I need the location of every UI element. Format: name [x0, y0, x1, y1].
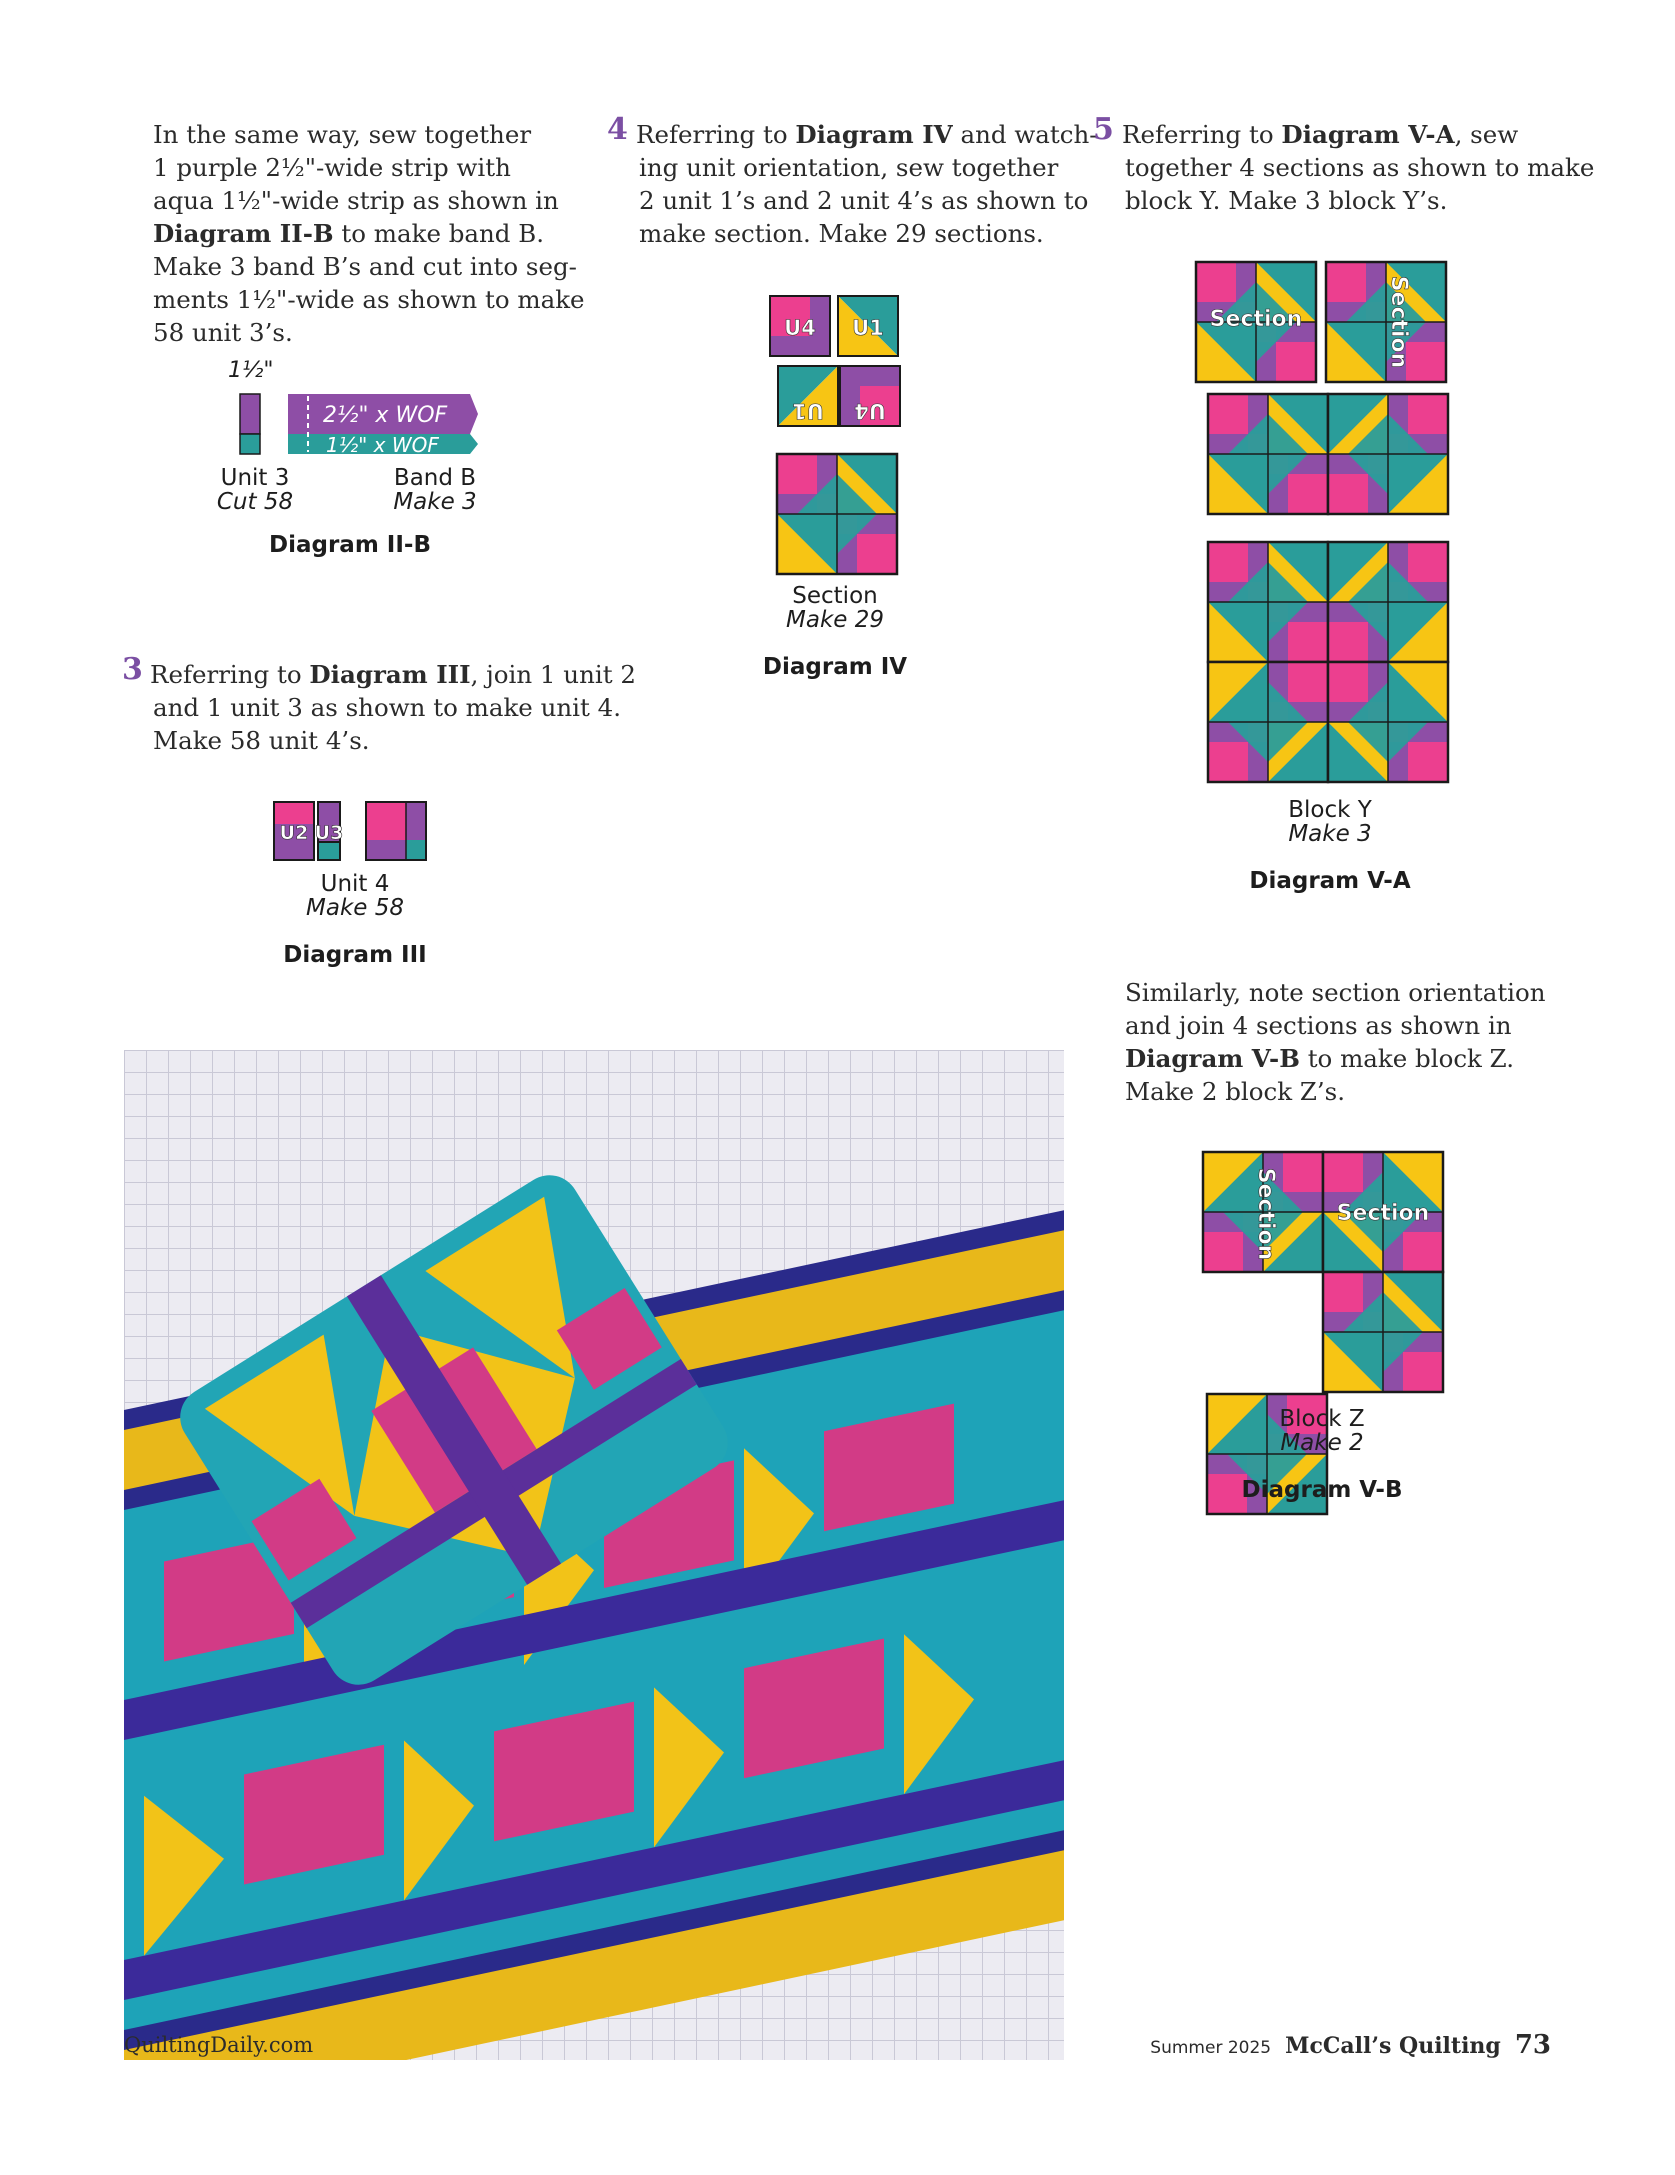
- u4-label: U4: [784, 316, 816, 340]
- caption-name: Unit 4: [320, 871, 390, 897]
- step4-line: [636, 118, 1098, 151]
- caption-name: Unit 3: [220, 465, 290, 491]
- similarly-line: [1125, 1042, 1546, 1075]
- measure-label: 1½": [228, 358, 274, 383]
- caption-make: Make 3: [1288, 821, 1372, 847]
- step4-text: and watch-: [952, 120, 1098, 149]
- diagram-5b-block: [1201, 1150, 1445, 1394]
- u3-label: U3: [314, 822, 344, 844]
- step5-text: Referring to: [1122, 120, 1282, 149]
- u4-label-rotated: U4: [854, 399, 886, 423]
- intro-line: 58 unit 3’s.: [153, 318, 293, 347]
- intro-paragraph: [153, 118, 585, 349]
- step3-paragraph: [150, 658, 636, 757]
- step4-text: Referring to: [636, 120, 796, 149]
- blockz-caption: [1247, 1407, 1397, 1455]
- caption-make: Make 2: [1280, 1430, 1364, 1456]
- section-label: Section: [1209, 307, 1303, 332]
- similarly-line: Make 2 block Z’s.: [1125, 1077, 1345, 1106]
- footer-magazine: McCall’s Quilting: [1285, 2033, 1501, 2059]
- step5-paragraph: [1122, 118, 1594, 217]
- diagram-4-pieces: [768, 294, 902, 430]
- section-label: Section: [1336, 1201, 1430, 1226]
- diagram-ref: Diagram IV: [795, 120, 953, 149]
- step5-line: together 4 sections as shown to make: [1125, 153, 1595, 182]
- step5-line: [1122, 118, 1594, 151]
- diagram-title: Diagram II-B: [269, 532, 431, 558]
- diagram-ref: Diagram V-A: [1281, 120, 1455, 149]
- diagram-5a-half: [1206, 392, 1450, 518]
- intro-line: ments 1½"-wide as shown to make: [153, 285, 585, 314]
- blocky-caption: [1255, 798, 1405, 846]
- diagram-2b-art: [238, 392, 488, 458]
- u2-label: U2: [279, 822, 309, 844]
- diagram-5a-pieces: [1194, 260, 1450, 386]
- diagram-ref: Diagram III: [309, 660, 471, 689]
- caption-name: Block Y: [1288, 797, 1372, 823]
- caption-name: Block Z: [1279, 1406, 1365, 1432]
- footer-right: [1150, 2030, 1551, 2060]
- strip-bottom-label: 1½" x WOF: [326, 433, 439, 457]
- unit3-caption: [200, 466, 310, 514]
- similarly-paragraph: [1125, 976, 1546, 1108]
- section-label-rotated: Section: [1386, 275, 1411, 369]
- diagram-ref: Diagram II-B: [153, 219, 334, 248]
- similarly-line: Similarly, note section orientation: [1125, 978, 1546, 1007]
- step-number: 4: [607, 112, 628, 147]
- step4-line: make section. Make 29 sections.: [639, 219, 1044, 248]
- diagram-5a-block: [1206, 540, 1450, 784]
- u1-label-rotated: U1: [792, 399, 824, 423]
- caption-name: Section: [792, 583, 878, 609]
- step5-text: , sew: [1454, 120, 1519, 149]
- section-label-rotated: Section: [1253, 1167, 1278, 1261]
- strip-top-label: 2½" x WOF: [323, 403, 448, 428]
- intro-line: Make 3 band B’s and cut into seg-: [153, 252, 577, 281]
- quilt-photo: [124, 1050, 1064, 2060]
- step4-paragraph: [636, 118, 1098, 250]
- caption-make: Make 58: [306, 895, 404, 921]
- page-number: 73: [1514, 2030, 1551, 2060]
- caption-make: Make 3: [393, 489, 477, 515]
- step-number: 5: [1093, 112, 1114, 147]
- intro-line: aqua 1½"-wide strip as shown in: [153, 186, 559, 215]
- bandb-caption: [370, 466, 500, 514]
- diagram-title: Diagram III: [283, 942, 427, 968]
- u1-label: U1: [852, 316, 884, 340]
- step4-line: 2 unit 1’s and 2 unit 4’s as shown to: [639, 186, 1089, 215]
- similarly-line: and join 4 sections as shown in: [1125, 1011, 1512, 1040]
- diagram-ref: Diagram V-B: [1125, 1044, 1300, 1073]
- step-number: 3: [122, 652, 143, 687]
- caption-name: Band B: [393, 465, 477, 491]
- step3-line: Make 58 unit 4’s.: [153, 726, 370, 755]
- step3-line: and 1 unit 3 as shown to make unit 4.: [153, 693, 622, 722]
- caption-make: Cut 58: [216, 489, 294, 515]
- intro-line: [153, 217, 585, 250]
- unit4-caption: [290, 872, 420, 920]
- section-caption: [770, 584, 900, 632]
- caption-make: Make 29: [786, 607, 884, 633]
- footer-website: QuiltingDaily.com: [124, 2033, 314, 2057]
- footer-issue: Summer 2025: [1150, 2038, 1272, 2058]
- step3-text: Referring to: [150, 660, 310, 689]
- intro-line: In the same way, sew together: [153, 120, 532, 149]
- diagram-3-art: [272, 800, 432, 862]
- step3-text: , join 1 unit 2: [470, 660, 636, 689]
- intro-text: to make band B.: [333, 219, 545, 248]
- step5-line: block Y. Make 3 block Y’s.: [1125, 186, 1448, 215]
- similarly-text: to make block Z.: [1299, 1044, 1515, 1073]
- diagram-title: Diagram IV: [762, 654, 908, 680]
- diagram-title: Diagram V-B: [1241, 1477, 1403, 1503]
- diagram-4-section: [775, 452, 899, 576]
- step4-line: ing unit orientation, sew together: [639, 153, 1059, 182]
- step3-line: [150, 658, 636, 691]
- intro-line: 1 purple 2½"-wide strip with: [153, 153, 511, 182]
- diagram-title: Diagram V-A: [1249, 868, 1411, 894]
